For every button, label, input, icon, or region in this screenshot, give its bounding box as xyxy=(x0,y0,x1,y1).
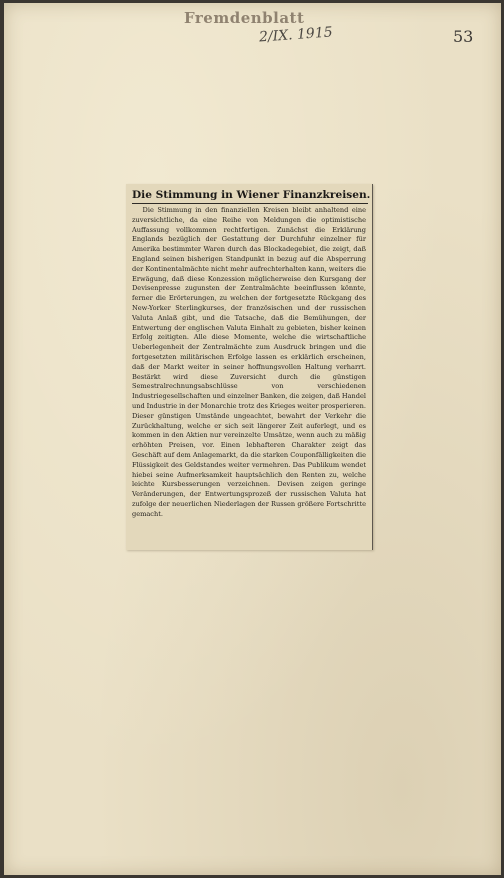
article-body: Die Stimmung in den finanziellen Kreisen bleibt anhaltend eine zuversichtliche, da eine Reihe von Meldungen die optimistische Auffassung vollkommen rechtfertigen. Zunächst die Erklärung Englands bezüglich der Gestattung der Durchfuhr einzelner für Amerika bestimmter Waren durch das Blockadegebiet, die zeigt, daß England seinen bisherigen Standpunkt in bezug auf die Absperrung der Kontinentalmächte nicht mehr aufrechterhalten kann, weiters die Erwägung, daß diese Konzession möglicherweise den Kursgang der Devisenpresse zugunsten der Zentralmächte beeinflussen könnte, ferner die Erörterungen, zu welchen der fortgesetzte Rückgang des New-Yorker Sterlingkurses, der französischen und der russischen Valuta Anlaß gibt, und die Tatsache, daß die Bemühungen, der Entwertung der englischen Valuta Einhalt zu gebieten, bisher keinen Erfolg zeitigten. Alle diese Momente, welche die wirtschaftliche Ueberlegenheit der Zentralmächte zum Ausdruck bringen und die fortgesetzten militärischen Erfolge lassen es erklärlich erscheinen, daß der Markt weiter in seiner hoffnungsvollen Haltung verharrt. Bestärkt wird diese Zuversicht durch die günstigen Semestralrechnungsabschlüsse von verschiedenen Industriegesellschaften und einzelner Banken, die zeigen, daß Handel und Industrie in der Monarchie trotz des Krieges weiter prosperieren. Dieser günstigen Umstände ungeachtet, bewahrt der Verkehr die Zurückhaltung, welche er sich seit längerer Zeit auferlegt, und es kommen in den Aktien nur vereinzelte Umsätze, wenn auch zu mäßig erhöhten Preisen, vor. Einen lebhafteren Charakter zeigt das Geschäft auf dem Anlagemarkt, da die starken Couponfälligkeiten die Flüssigkeit des Geldstandes weiter vermehren. Das Publikum wendet hiebei seine Aufmerksamkeit hauptsächlich den Renten zu, welche leichte Kursbesserungen verzeichnen. Devisen zeigen geringe Veränderungen, der Entwertungsprozeß der russischen Valuta hat zufolge der neuerlichen Niederlagen der Russen größere Fortschritte gemacht. xyxy=(132,206,366,518)
article-title: Die Stimmung in Wiener Finanzkreisen. xyxy=(132,189,371,201)
newspaper-stamp: Fremdenblatt xyxy=(184,9,305,27)
archive-page xyxy=(4,3,501,875)
handwritten-date: 2/IX. 1915 xyxy=(258,24,334,46)
page-number: 53 xyxy=(453,27,474,46)
newspaper-clipping xyxy=(126,184,373,550)
title-rule xyxy=(132,203,368,204)
